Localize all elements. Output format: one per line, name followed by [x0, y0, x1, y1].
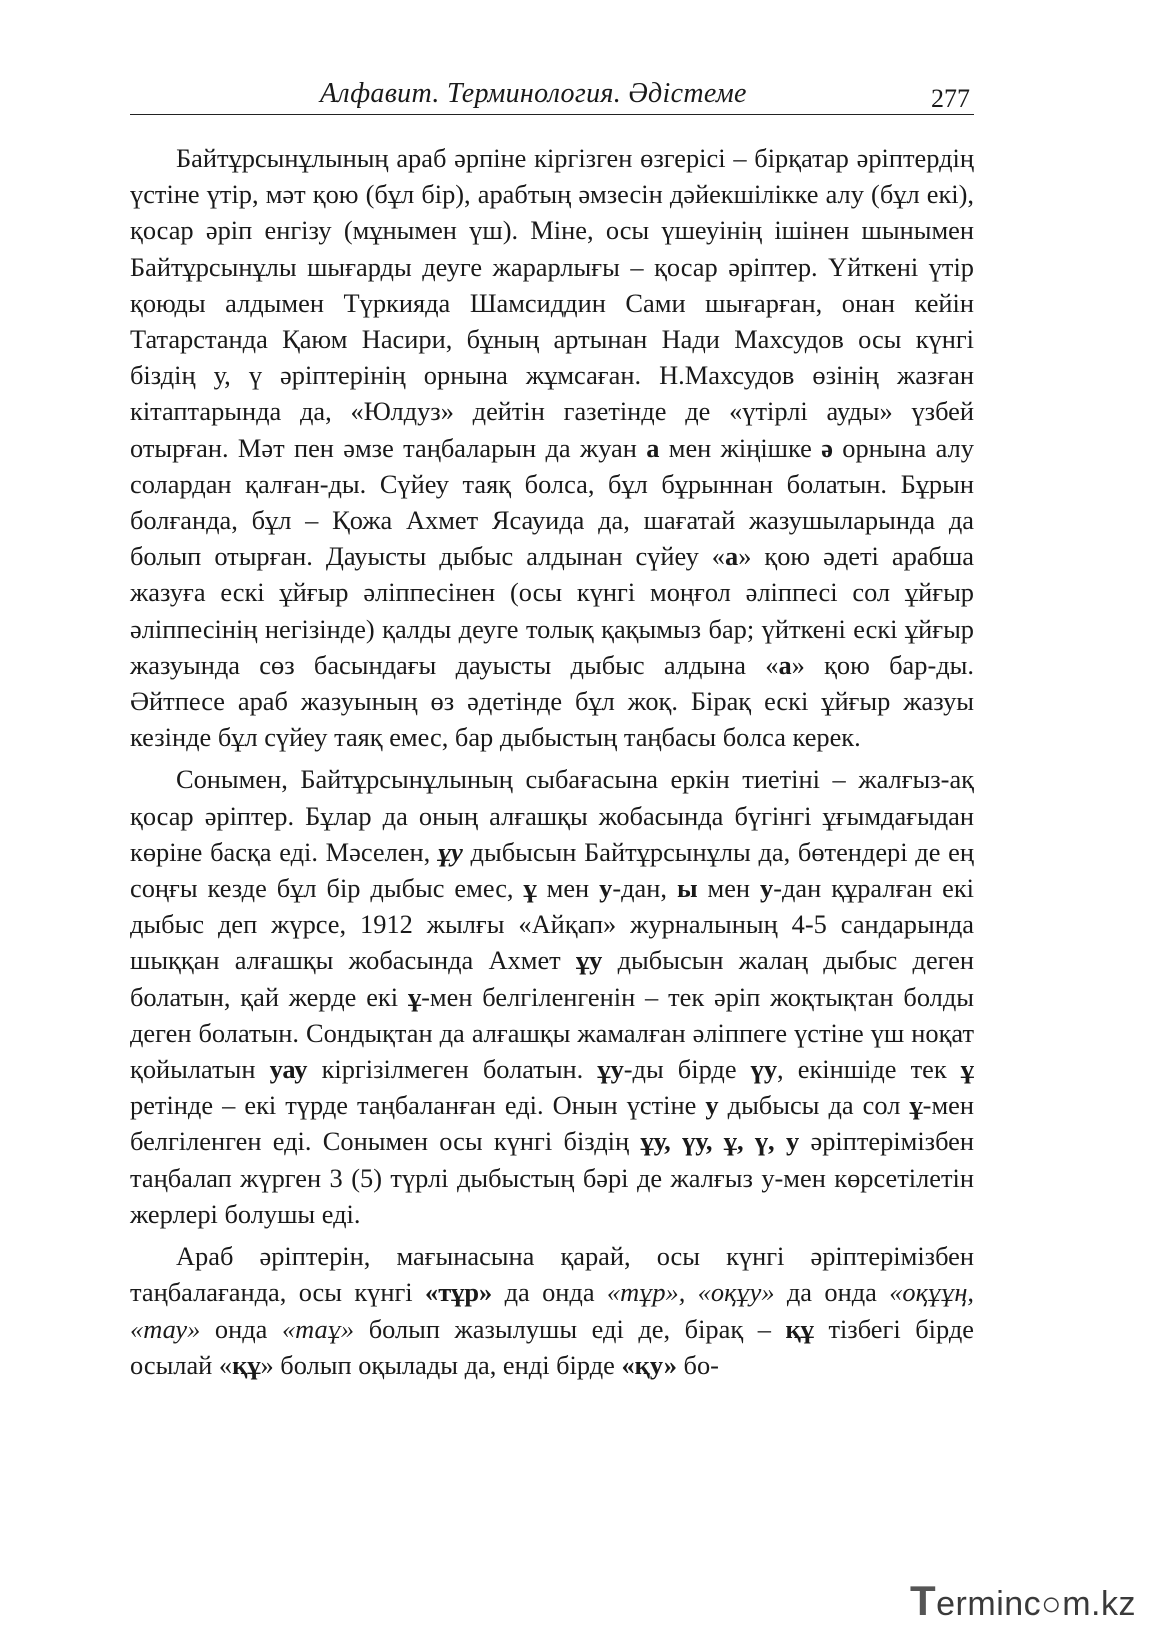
text-segment: у — [760, 873, 774, 904]
text-segment: ретінде – екі түрде таңбаланған еді. Онын үстіне — [130, 1090, 706, 1121]
text-segment: да онда — [774, 1277, 890, 1308]
text-segment: дыбысын Байтұрсынұлы да, бөтендері де ең соңғы кезде бұл бір дыбыс емес, — [130, 836, 974, 904]
paragraph-1 — [130, 140, 974, 755]
text-segment: а — [725, 541, 739, 572]
watermark-first-letter: T — [909, 1577, 937, 1624]
text-segment: -дан құралған екі дыбыс деп жүрсе, 1912 жылғы «Айқап» журналының 4-5 сандарында шыққан алғашқы жобасында Ахмет — [130, 873, 975, 976]
text-segment: дыбысын жалаң дыбыс деген болатын, қай жерде екі — [130, 945, 974, 1012]
text-segment: тізбегі бірде осылай « — [130, 1313, 974, 1380]
text-segment: орнына алу солардан қалған-ды. Сүйеу таяқ болса, бұл бұрыннан болатын. Бұрын болғанда, бұл – Қожа Ахмет Ясауида да, шағатай жазушыларында да болып отырған. Дауысты дыбыс алдынан сүйеу « — [130, 432, 974, 572]
text-segment: дыбысы да сол — [718, 1090, 910, 1121]
text-segment: мен — [697, 873, 760, 904]
text-segment: ұ — [407, 981, 422, 1012]
text-segment: әріптерімізбен таңбалап жүрген 3 (5) түрлі дыбыстың бәрі де жалғыз у-мен көрсетілетін жерлері болушы еді. — [130, 1126, 974, 1229]
watermark-rest: erminc — [936, 1585, 1042, 1623]
text-segment: болып жазылушы еді де, бірақ – — [354, 1313, 786, 1344]
text-segment: у — [599, 873, 613, 904]
text-segment: ұ — [909, 1090, 923, 1121]
text-segment: ұу, үу, ұ, ү, у — [640, 1126, 800, 1157]
text-segment: -ды бірде — [623, 1054, 751, 1085]
text-segment: ұу — [437, 836, 463, 867]
text-segment: , екіншіде тек — [777, 1054, 961, 1085]
text-segment: мен — [536, 873, 600, 904]
text-segment: -дан, — [612, 873, 677, 904]
text-segment: «тұр», «оқұу» — [606, 1277, 775, 1308]
text-segment: у — [705, 1090, 719, 1121]
text-segment: » қою бар-ды. Әйтпесе араб жазуының өз әдетінде бұл жоқ. Бірақ ескі ұйғыр жазуы кезінде бұл сүйеу таяқ емес, бар дыбыстың таңбасы болса керек. — [130, 649, 974, 753]
text-segment: ә — [821, 432, 833, 463]
running-header — [130, 74, 974, 115]
page-number: 277 — [931, 84, 970, 113]
text-segment: -мен белгіленген еді. Сонымен осы күнгі біздің — [130, 1090, 974, 1157]
text-segment: » қою әдеті арабша жазуға ескі ұйғыр әліппесінен (осы күнгі моңғол әліппесі сол ұйғыр әліппесінің негізінде) қалды деуге толық қақымыз бар; үйткені ескі ұйғыр жазуында сөз басындағы дауысты дыбыс алдына « — [130, 541, 974, 680]
text-segment: ы — [676, 873, 698, 904]
text-segment: ұ — [960, 1054, 974, 1085]
text-segment: ұу — [575, 945, 603, 976]
text-segment: «тұр» — [425, 1277, 493, 1308]
text-segment: Араб әріптерін, мағынасына қарай, осы күнгі әріптерімізбен таңбалағанда, осы күнгі — [130, 1241, 974, 1308]
text-segment: а — [646, 432, 660, 463]
text-segment: «таұ» — [281, 1313, 355, 1344]
watermark-tail: m.kz — [1062, 1585, 1136, 1623]
text-segment: Байтұрсынұлының араб әрпіне кіргізген өзгерісі – бірқатар әріптердің үстіне үтір, мәт қою (бұл бір), арабтың әмзесін дәйекшілікке алу (бұл екі), қосар әріп енгізу (мұнымен үш). Міне, осы үшеуінің ішінен шынымен Байтұрсынұлы шығарды деуге жарарлығы – қосар әріптер. Үйткені үтір қоюды алдымен Түркияда Шамсиддин Сами шығарған, онан кейін Татарстанда Қаюм Насири, бұның артынан Нади Махсудов осы күнгі біздің у, ү әріптерінің орнына жұмсаған. Н.Махсудов өзінің жазған кітаптарында да, «Юлдуз» дейтін газетінде де «үтірлі ауды» үзбей отырған. Мәт пен әмзе таңбаларын да жуан — [130, 143, 974, 463]
text-segment: үу — [750, 1054, 778, 1085]
text-segment: бо- — [676, 1349, 719, 1380]
text-segment: құ — [785, 1313, 814, 1344]
text-segment: «оқұұң, «тау» — [130, 1277, 975, 1344]
text-segment: а — [778, 649, 792, 680]
text-segment: да онда — [492, 1277, 607, 1308]
text-segment: уау — [269, 1054, 308, 1085]
text-segment: ұу — [597, 1054, 624, 1085]
paragraph-3 — [130, 1238, 974, 1383]
text-segment: -мен белгіленгенін – тек әріп жоқтықтан болды деген болатын. Сондықтан да алғашқы жамалған әліппеге үстіне үш ноқат қойылатын — [130, 981, 974, 1085]
text-segment: » болып оқылады да, енді бірде — [260, 1349, 622, 1380]
text-segment: «қу» — [621, 1349, 677, 1380]
text-segment: құ — [232, 1349, 261, 1380]
text-segment: Сонымен, Байтұрсынұлының сыбағасына еркін тиетіні – жалғыз-ақ қосар әріптер. Бұлар да оның алғашқы жобасында бүгінгі ұғымдағыдан көріне басқа еді. Мәселен, — [130, 764, 974, 867]
text-segment: мен жіңішке — [659, 432, 822, 463]
header-title: Алфавит. Терминология. Әдістеме — [320, 78, 747, 109]
body-text — [130, 140, 974, 1389]
text-segment: кіргізілмеген болатын. — [307, 1054, 598, 1085]
text-segment: ұ — [523, 873, 537, 904]
text-segment: онда — [200, 1313, 282, 1344]
paragraph-2 — [130, 761, 974, 1232]
site-watermark-logo — [910, 1577, 1136, 1625]
watermark-circle: ○ — [1041, 1585, 1063, 1623]
